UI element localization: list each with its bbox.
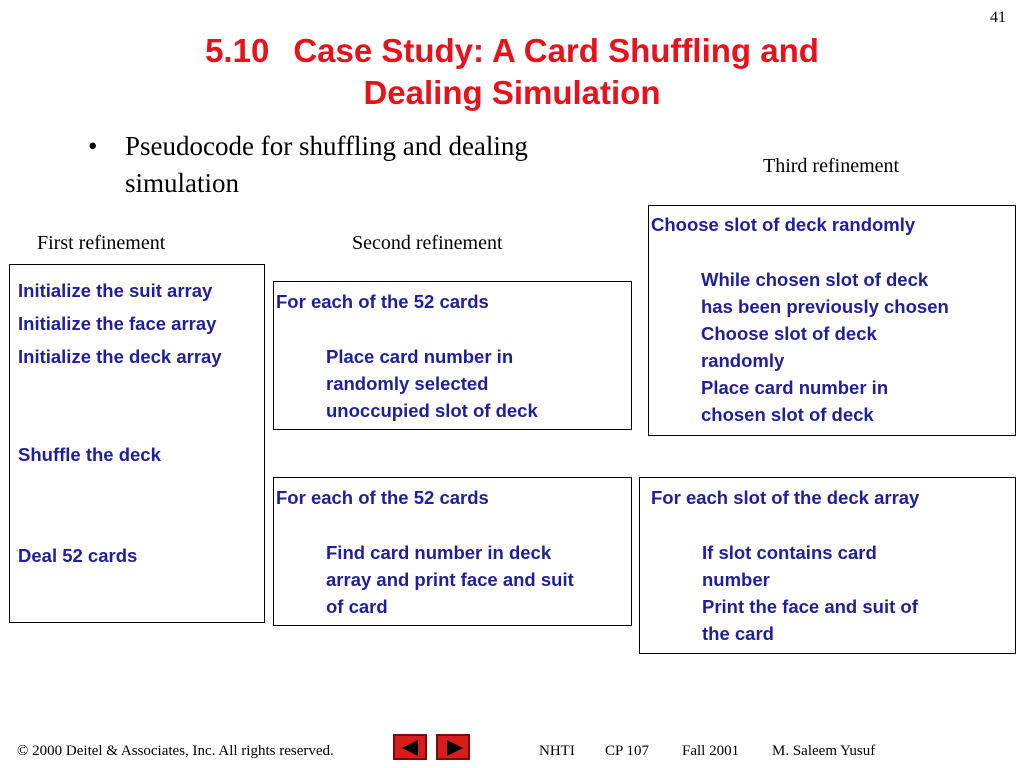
box-line: For each of the 52 cards xyxy=(276,291,489,312)
footer-term: Fall 2001 xyxy=(682,743,740,759)
box-line: array and print face and suit xyxy=(326,569,574,590)
box-line: Print the face and suit of xyxy=(702,596,918,617)
second-refinement-deal-box xyxy=(273,477,632,626)
box-line: number xyxy=(702,569,770,590)
box-line: Place card number in xyxy=(326,346,514,367)
title-text-1: Case Study: A Card Shuffling and xyxy=(293,32,819,69)
copyright-text: 2000 Deitel & Associates, Inc. All rights reserved. xyxy=(32,743,334,759)
box-line: chosen slot of deck xyxy=(701,404,874,425)
box-line: Shuffle the deck xyxy=(18,444,161,465)
box-line: For each of the 52 cards xyxy=(276,487,489,508)
copyright-notice xyxy=(17,743,334,760)
bullet-line-2: simulation xyxy=(125,168,239,198)
triangle-right-icon xyxy=(447,740,463,756)
box-line: randomly selected xyxy=(326,373,489,394)
third-refinement-deal-box xyxy=(639,477,1016,654)
box-line: If slot contains card xyxy=(702,542,877,563)
bullet-line-1: Pseudocode for shuffling and dealing xyxy=(125,131,528,161)
triangle-left-icon xyxy=(402,740,418,756)
box-line: Deal 52 cards xyxy=(18,545,138,566)
box-line: Initialize the face array xyxy=(18,313,217,334)
slide-number: 41 xyxy=(990,9,1006,26)
first-refinement-box xyxy=(9,264,265,623)
title-line-1 xyxy=(0,30,1024,72)
box-line: Choose slot of deck xyxy=(701,323,877,344)
box-line: For each slot of the deck array xyxy=(651,487,920,508)
box-line: randomly xyxy=(701,350,785,371)
footer-author: M. Saleem Yusuf xyxy=(772,743,876,759)
box-line: of card xyxy=(326,596,388,617)
box-line: Choose slot of deck randomly xyxy=(651,214,916,235)
second-refinement-label: Second refinement xyxy=(352,232,503,254)
box-line: Place card number in xyxy=(701,377,889,398)
first-refinement-label: First refinement xyxy=(37,232,166,254)
third-refinement-label: Third refinement xyxy=(763,155,900,177)
copyright-symbol: © xyxy=(17,743,29,759)
box-line: unoccupied slot of deck xyxy=(326,400,538,421)
section-number: 5.10 xyxy=(205,32,270,69)
footer-course: CP 107 xyxy=(605,743,650,759)
box-line: While chosen slot of deck xyxy=(701,269,929,290)
box-line: Initialize the deck array xyxy=(18,346,222,367)
slide-title xyxy=(0,30,1024,114)
third-refinement-shuffle-box xyxy=(648,205,1016,436)
bullet-text xyxy=(125,128,645,202)
box-line: the card xyxy=(702,623,774,644)
box-line: Find card number in deck xyxy=(326,542,552,563)
previous-slide-button[interactable] xyxy=(393,734,427,760)
title-line-2: Dealing Simulation xyxy=(363,74,661,111)
bullet-icon: • xyxy=(88,131,98,161)
footer-school: NHTI xyxy=(539,743,575,759)
second-refinement-shuffle-box xyxy=(273,281,632,430)
box-line: Initialize the suit array xyxy=(18,280,213,301)
next-slide-button[interactable] xyxy=(436,734,470,760)
box-line: has been previously chosen xyxy=(701,296,949,317)
